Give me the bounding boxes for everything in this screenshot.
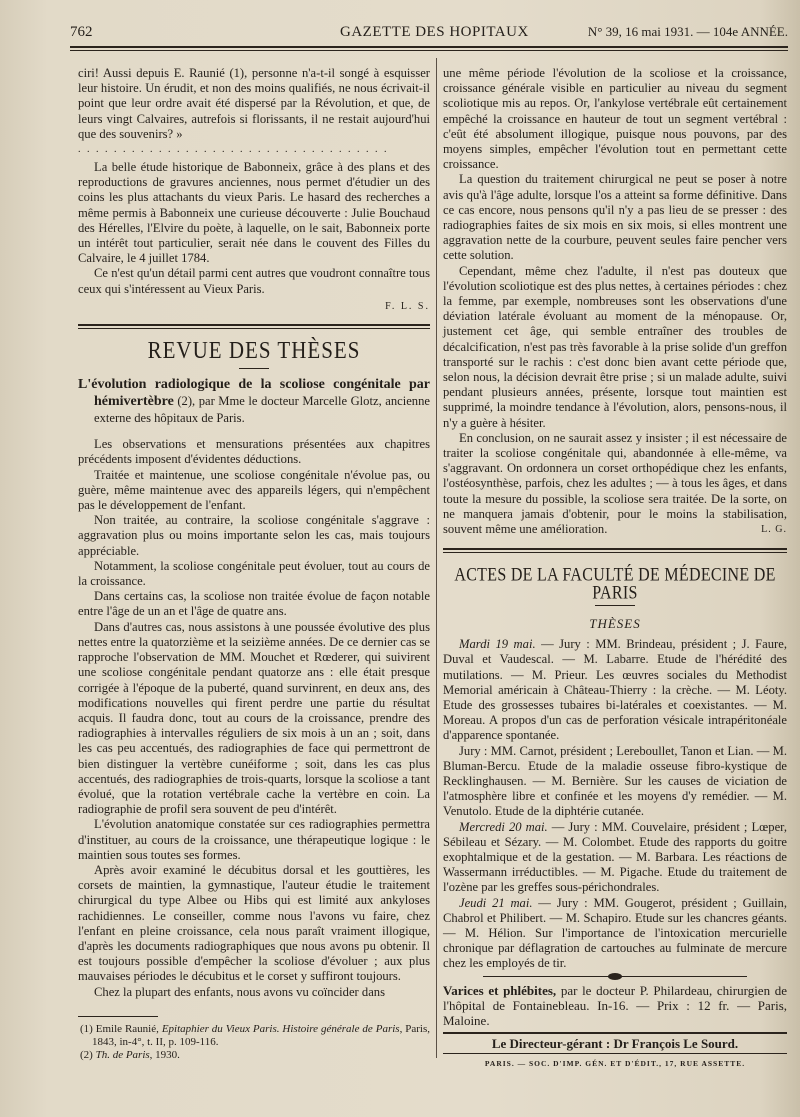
entry-text: — Jury : MM. Couvelaire, président ; Lœper, Sébileau et Sézary. — M. Colombet. Etude des rapports du goitre exophtalmique et de la gestation. — M. Barbara. Les réactions de Wassermann irréductibles. — M. Pigache. Etude du traitement de l'ozène par les greffes sous-périchondrales. bbox=[443, 819, 787, 895]
footnote-text: , 1930. bbox=[149, 1048, 180, 1061]
paragraph: La belle étude historique de Babonneix, grâce à des plans et des reproductions de gravures anciennes, nous permet d'étudier un des coins les plus attachants du vieux Paris. Le hasard des recherches a même permis à Babonneix une curieuse découverte : Julie Bouchaud des Hérelles, l'Elvire du poète, à laquelle, on le sait, Babonneix porte un intérêt tout particulier, serait née dans le couvent des Filles du Calvaire, le 4 juillet 1784. bbox=[78, 160, 430, 266]
signature: L. G. bbox=[761, 524, 787, 536]
date-label: Mardi 19 mai. bbox=[459, 637, 536, 652]
paragraph: Notamment, la scoliose congénitale peut évoluer, tout au cours de la croissance. bbox=[78, 558, 430, 589]
footnote-rule bbox=[78, 1016, 158, 1017]
paragraph: Les observations et mensurations présentées aux chapitres précédents imposent d'évidentes déductions. bbox=[78, 437, 430, 467]
thesis-entry bbox=[443, 820, 787, 896]
subsection-title: THÈSES bbox=[589, 615, 641, 631]
signature: F. L. S. bbox=[385, 300, 430, 312]
left-column bbox=[78, 66, 430, 1062]
paragraph: Non traitée, au contraire, la scoliose congénitale s'aggrave : aggravation plus ou moins importante selon les cas, mais toujours appréciable. bbox=[78, 513, 430, 558]
paragraph: Ce n'est qu'un détail parmi cent autres que voudront connaître tous ceux qui s'intéressent au Vieux Paris. bbox=[78, 266, 430, 296]
title-rule bbox=[239, 368, 269, 369]
paragraph: Cependant, même chez l'adulte, il n'est pas douteux que l'évolution scoliotique est des plus nettes, à certaines périodes : chez la femme, par exemple, nombreuses sont les observations d'une déviation latérale évoluant au moment de la ménopause. Or, justement cet âge, qui semble entraîner des troubles de décalcification, n'est pas très favorable à la prise solide d'un greffon transporté sur le rachis : c'est donc bien avant cette période que, selon nous, la décision devrait être prise ; si un malade adulte, suivi pendant plusieurs années, présente, lorsque tout maintien est supprimé, la moindre tendance à l'évolution, alors, pensons-nous, il n'y a guère à hésiter. bbox=[443, 263, 787, 430]
footnote-text: , Paris, 1843, in-4°, t. II, p. 109-116. bbox=[92, 1022, 430, 1048]
paragraph: L'évolution anatomique constatée sur ces radiographies permettra d'instituer, au cours de la croissance, une thérapeutique logique : le maintien sous toutes ses formes. bbox=[78, 817, 430, 862]
issue-info: N° 39, 16 mai 1931. — 104e ANNÉE. bbox=[587, 24, 788, 39]
footnote-text: (2) bbox=[80, 1048, 96, 1061]
title-rule bbox=[595, 605, 635, 606]
footnote-italic: Th. de Paris bbox=[95, 1048, 150, 1061]
paragraph: Chez la plupart des enfants, nous avons vu coïncider dans bbox=[94, 984, 385, 999]
book-details: par le docteur P. Philardeau, chirurgien de l'hôpital de Fontainebleau. In-16. — Prix : 12 fr. — Paris, Maloine. bbox=[443, 982, 787, 1028]
date-label: Jeudi 21 mai. bbox=[459, 895, 533, 910]
entry-text: — Jury : MM. Gougerot, président ; Guillain, Chabrol et Philibert. — M. Schapiro. Etude sur les chancres géants. — M. Hélion. Sur l'importance de l'intoxication mercurielle chronique par déflagration de cartouches au fulminate de mercure chez les employés de tir. bbox=[443, 895, 787, 971]
newspaper-title: GAZETTE DES HOPITAUX bbox=[340, 24, 529, 40]
paragraph: ciri! Aussi depuis E. Raunié (1), personne n'a-t-il songé à esquisser leur histoire. Un érudit, et non des moins qualifiés, ne nous écrivait-il point que leur ordre avait été dispersé par la Révolution, et que, de leurs vingt Calvaires, autrefois si florissants, il ne restait aujourd'hui que des souvenirs? » bbox=[78, 66, 430, 141]
thesis-entry bbox=[443, 637, 787, 743]
footnote-italic: Epitaphier du Vieux Paris. Histoire générale de Paris bbox=[161, 1022, 400, 1035]
paragraph: Après avoir examiné le décubitus dorsal et les gouttières, les corsets de maintien, la gymnastique, l'auteur étudie le traitement chirurgical du type Albee ou Hibs qui est limité aux ankyloses rachidiennes. Le conseiller, comme nous l'avons vu faire, chez l'enfant en pleine croissance, cela nous paraît vraiment illogique, d'après les documents radiographiques que nous avons pu obtenir. Il est toujours possible d'empêcher la scoliose d'évoluer ; aux plus mauvaises périodes le décubitus et le corset y suffiront toujours. bbox=[78, 862, 430, 984]
book-notice bbox=[443, 983, 787, 1029]
footnote-2 bbox=[78, 1049, 430, 1062]
ornament-rule bbox=[483, 976, 747, 977]
page-header bbox=[70, 24, 788, 46]
footnote-1 bbox=[78, 1023, 430, 1049]
section-rule bbox=[443, 548, 787, 553]
article-title bbox=[78, 377, 430, 427]
ellipsis-line: . . . . . . . . . . . . . . . . . . . . . . . . . . . . . . . . . . . bbox=[78, 145, 389, 156]
paragraph: Dans d'autres cas, nous assistons à une poussée évolutive des plus nettes entre la quatorzième et la seizième années. De ce dernier cas se rapproche l'observation de MM. Mouchet et Rœderer, qui suivirent une scoliose congénitale pendant quatorze ans : elle était presque corrigée à l'époque de la puberté, quand survinrent, en deux ans, des modifications nouvelles qui firent perdre une partie du résultat acquis. Il faudra donc, tout au cours de la croissance, prendre des radiographies à intervalles réguliers de six mois à un an ; soit, dans les cas peu accentués, des radiographies de face qui permettront de bien distinguer la vertèbre cunéiforme ; soit, dans les cas plus accentués, des radiographies de trois-quarts, lorsque la scoliose a tant évolué, que la rotation vertébrale cache la vertèbre en coin. La radiographie de profil sera souvent de peu d'intérêt. bbox=[78, 619, 430, 817]
section-rule bbox=[78, 324, 430, 329]
header-rule bbox=[70, 46, 788, 48]
column-divider bbox=[436, 58, 437, 1058]
date-label: Mercredi 20 mai. bbox=[459, 819, 548, 834]
entry-text: — Jury : MM. Brindeau, président ; J. Faure, Duval et Vaudescal. — M. Labarre. Etude de l'hérédité des mutilations. — M. Prieur. Les œuvres sociales du Methodist Memorial américain à Château-Thierry : la crèche. — M. Léoty. Etude des grossesses tubaires bi-latérales et coexistantes. — M. Moreau. A propos d'un cas de perforation vésicale intrapéritonéale d'apparence spontanée. bbox=[443, 637, 787, 743]
thesis-entry bbox=[443, 896, 787, 972]
section-title: REVUE DES THÈSES bbox=[147, 336, 361, 364]
paragraph: Dans certains cas, la scoliose non traitée évolue de façon notable entre l'âge de un an et l'âge de quatre ans. bbox=[78, 589, 430, 619]
printer-imprint: PARIS. — SOC. D'IMP. GÉN. ET D'ÉDIT., 17, RUE ASSETTE. bbox=[484, 1059, 746, 1069]
paragraph: En conclusion, on ne saurait assez y insister ; il est nécessaire de traiter la scoliose congénitale qui, abandonnée à elle-même, va s'aggravant. On ordonnera un corset orthopédique chez les enfants, l'ostéosynthèse, parfois, chez les adultes ; — à tous les âges, et dans toute la mesure du possible, la scoliose sera traitée. De la sorte, on ne manquera jamais d'obtenir, pour le moins la stabilisation, souvent même une amélioration. bbox=[443, 430, 787, 537]
book-title: Varices et phlébites, bbox=[443, 982, 557, 998]
paragraph: La question du traitement chirurgical ne peut se poser à notre avis qu'à l'âge adulte, lorsque l'os a atteint sa forme définitive. Dans ce cas encore, nous pensons qu'il n'y a pas lieu de se presser : des radiographies faites de six mois en six mois, si elles montrent une aggravation nette de la courbure, peuvent seules faire pencher vers cette solution. bbox=[443, 172, 787, 263]
director-line: Le Directeur-gérant : Dr François Le Sourd. bbox=[443, 1032, 787, 1054]
paragraph: une même période l'évolution de la scoliose et la croissance, croissance générale visible en particulier au niveau du segment scoliotique mis au repos. Or, l'ankylose vertébrale eût certainement empêché la croissance en hauteur de tout un segment vertébral : c'eût été absolument illogique, puisque nous pouvons, par des moyens simples, empêcher l'évolution tout en permettant cette croissance. bbox=[443, 66, 787, 172]
article-author: (2), par Mme le docteur Marcelle Glotz, ancienne externe des hôpitaux de Paris. bbox=[94, 394, 430, 426]
article-title-main: L'évolution radiologique de la scoliose congénitale par hémivertèbre bbox=[78, 377, 430, 410]
page-number: 762 bbox=[70, 24, 93, 40]
footnote-text: (1) Emile Raunié, bbox=[80, 1022, 162, 1035]
right-column bbox=[443, 66, 787, 1072]
thesis-entry: Jury : MM. Carnot, président ; Lereboullet, Tanon et Lian. — M. Bluman-Bercu. Etude de la maladie osseuse fibro-kystique de Recklinghausen. — M. Bernière. Sur les causes de viciation de l'atmosphère libre et confinée et les moyens d'y remédier. — M. Venutolo. Etude de la diphtérie cutanée. bbox=[443, 743, 787, 819]
paragraph: Traitée et maintenue, une scoliose congénitale n'évolue pas, ou guère, même maintenue avec des appareils légers, qui n'empêchent pas le développement de l'enfant. bbox=[78, 467, 430, 513]
header-rule-thin bbox=[70, 50, 788, 51]
section-title: ACTES DE LA FACULTÉ DE MÉDECINE DE PARIS bbox=[454, 564, 776, 603]
